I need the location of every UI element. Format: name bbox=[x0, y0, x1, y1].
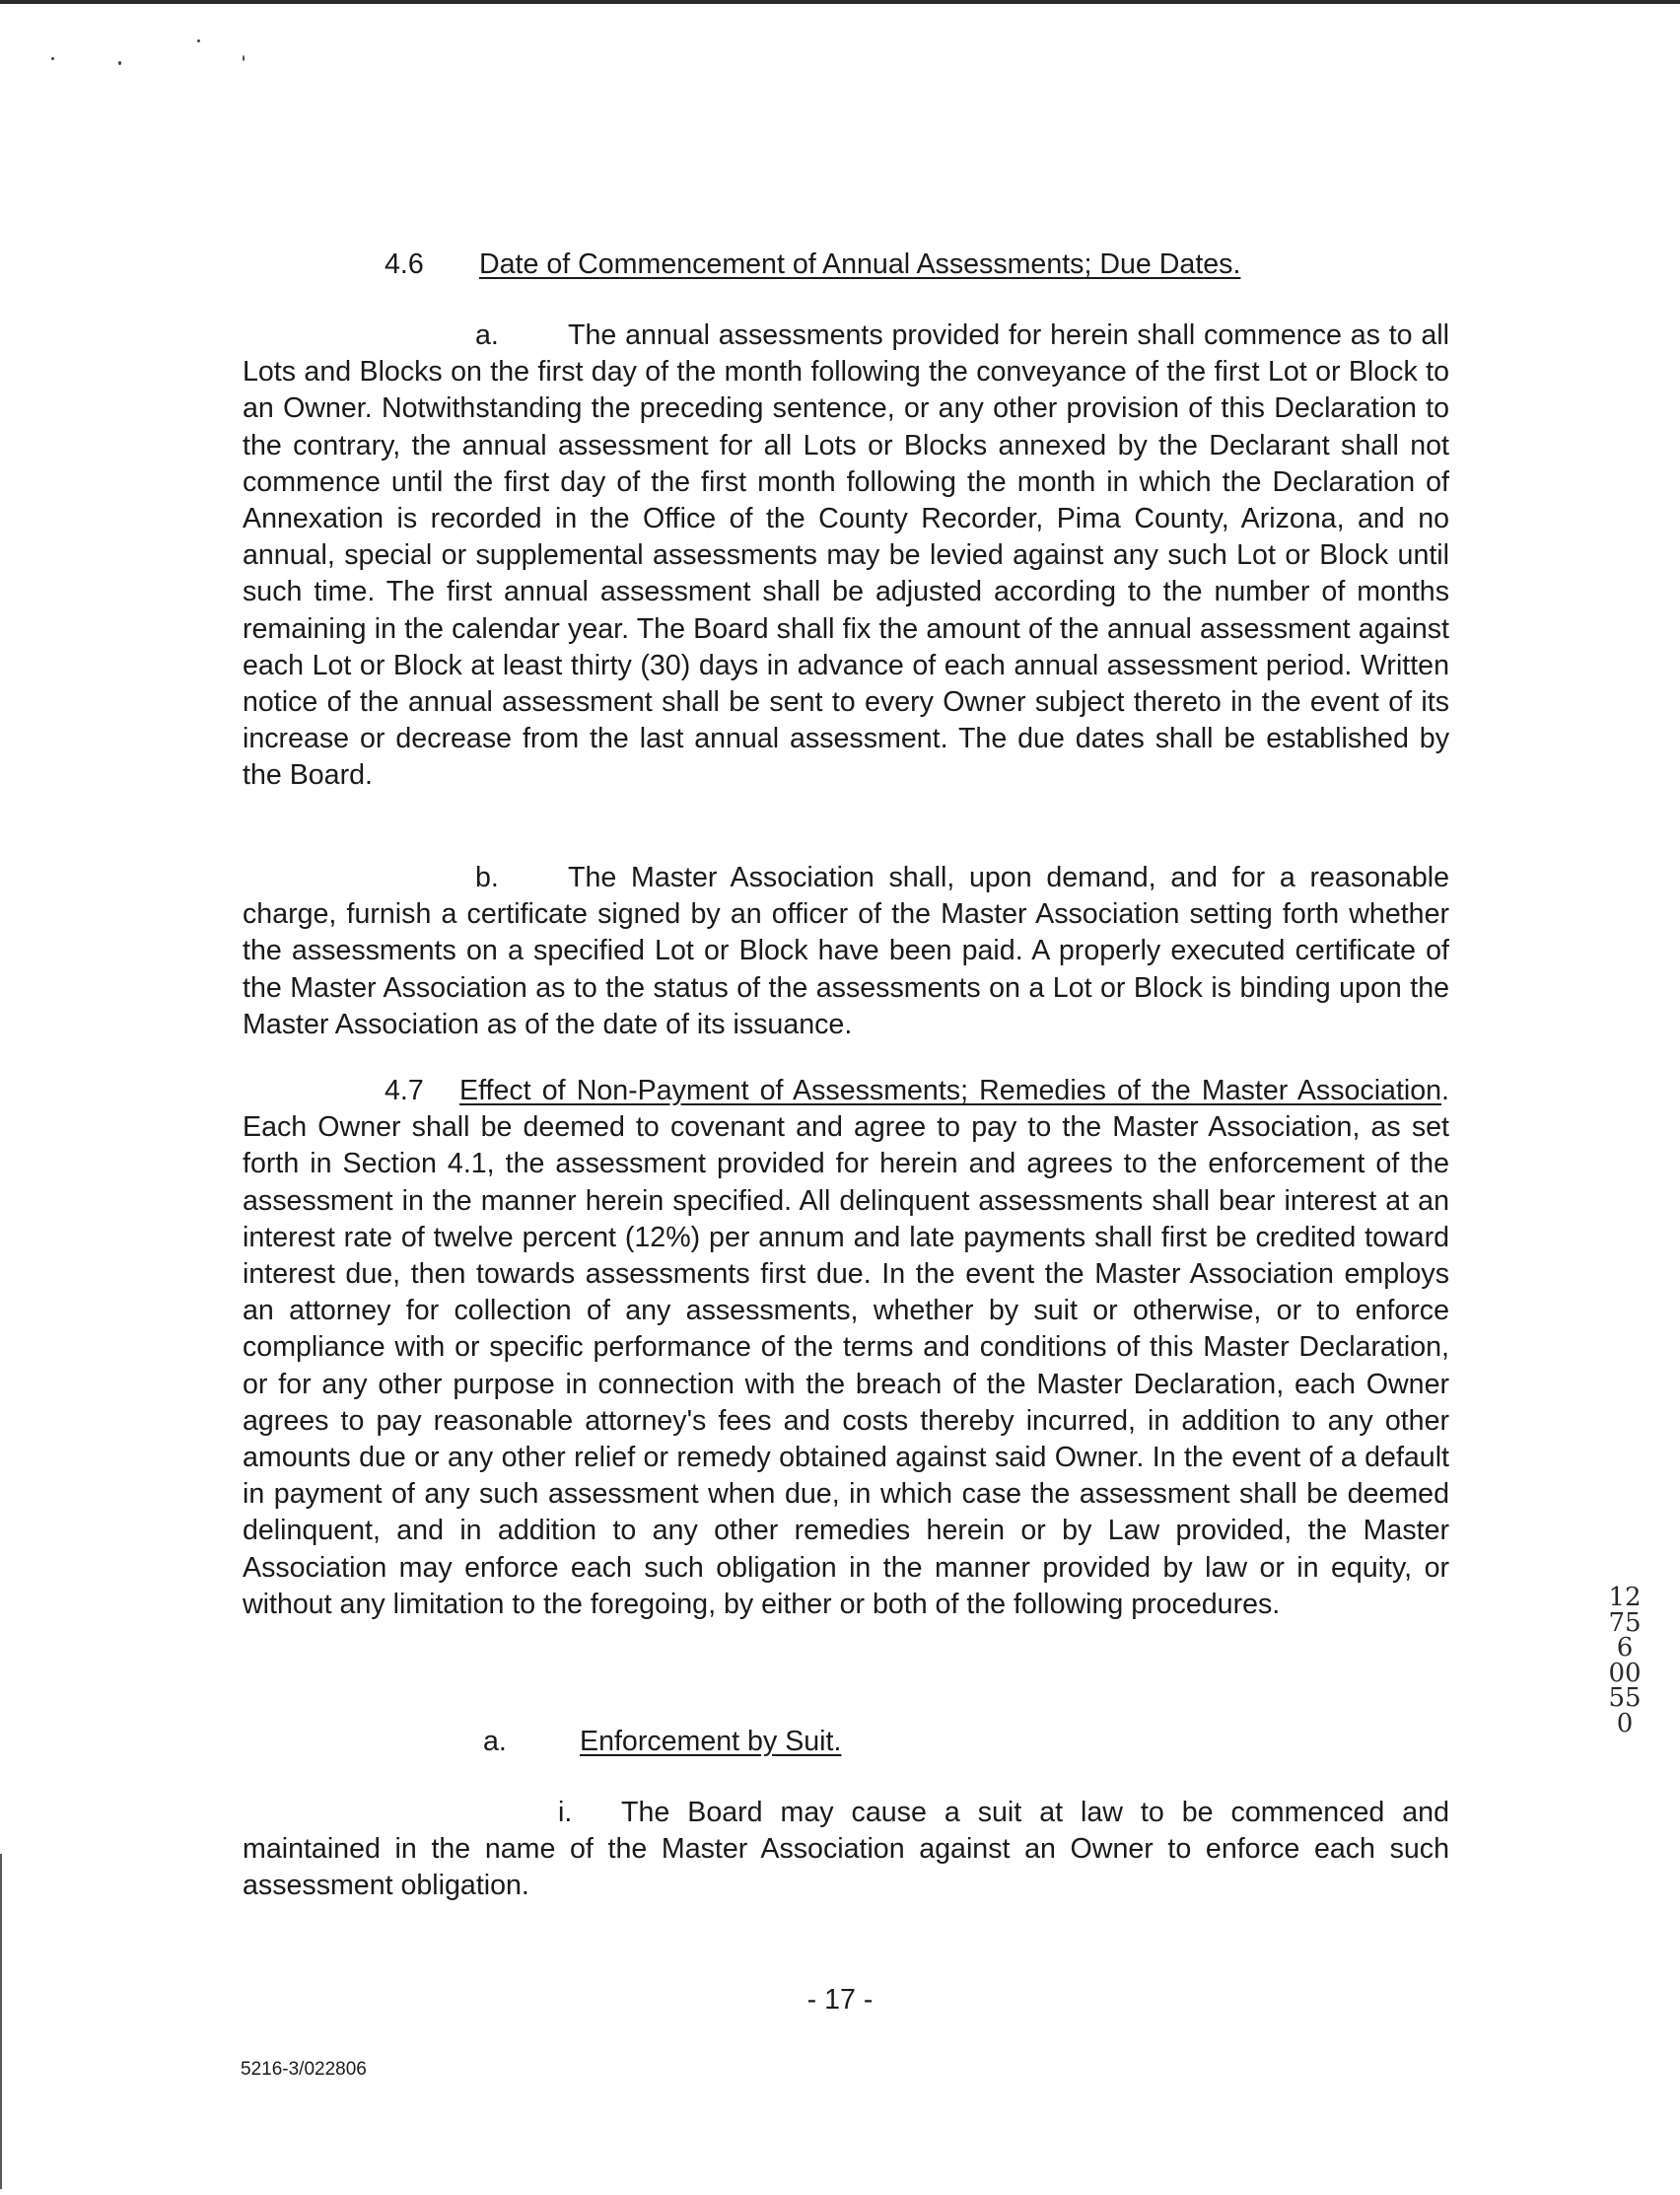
paragraph-4-6-b bbox=[243, 860, 1449, 1043]
paragraph-text: . Each Owner shall be deemed to covenant and agree to pay to the Master Association, as set forth in Section 4.1, the assessment provided for herein and agrees to the enforcement of the assessment in the manner herein specified. All delinquent assessments shall bear interest at an interest rate of twelve percent (12%) per annum and late payments shall first be credited toward interest due, then towards assessments first due. In the event the Master Association employs an attorney for collection of any assessments, whether by suit or otherwise, or to enforce compliance with or specific performance of the terms and conditions of this Master Declaration, or for any other purpose in connection with the breach of the Master Declaration, each Owner agrees to pay reasonable attorney's fees and costs thereby incurred, in addition to any other amounts due or any other relief or remedy obtained against said Owner. In the event of a default in payment of any such assessment when due, in which case the assessment shall be deemed delinquent, and in addition to any other remedies herein or by Law provided, the Master Association may enforce each such obligation in the manner provided by law or in equity, or without any limitation to the foregoing, by either or both of the following procedures. bbox=[243, 1075, 1449, 1620]
section-title: Date of Commencement of Annual Assessments; Due Dates. bbox=[479, 248, 1241, 280]
scan-speck bbox=[243, 55, 245, 61]
paragraph-text: The annual assessments provided for herein shall commence as to all Lots and Blocks on the first day of the month following the conveyance of the first Lot or Block to an Owner. Notwithstanding the preceding sentence, or any other provision of this Declaration to the contrary, the annual assessment for all Lots or Blocks annexed by the Declarant shall not commence until the first day of the first month following the month in which the Declaration of Annexation is recorded in the Office of the County Recorder, Pima County, Arizona, and no annual, special or supplemental assessments may be levied against any such Lot or Block until such time. The first annual assessment shall be adjusted according to the number of months remaining in the calendar year. The Board shall fix the amount of the annual assessment against each Lot or Block at least thirty (30) days in advance of each annual assessment period. Written notice of the annual assessment shall be sent to every Owner subject thereto in the event of its increase or decrease from the last annual assessment. The due dates shall be established by the Board. bbox=[243, 319, 1449, 792]
scan-speck bbox=[51, 57, 54, 60]
section-title: Effect of Non-Payment of Assessments; Remedies of the Master Association bbox=[459, 1075, 1442, 1106]
scan-speck bbox=[118, 61, 121, 65]
paragraph-text: The Master Association shall, upon demand, and for a reasonable charge, furnish a certificate signed by an officer of the Master Association setting forth whether the assessments on a specified Lot or Block have been paid. A properly executed certificate of the Master Association as to the status of the assessments on a Lot or Block is binding upon the Master Association as of the date of its issuance. bbox=[243, 862, 1449, 1040]
scan-left-edge-mark bbox=[0, 1854, 2, 2189]
page-number: - 17 - bbox=[806, 1984, 874, 2016]
subsection-label: a. bbox=[483, 1726, 507, 1757]
section-number: 4.7 bbox=[385, 1075, 424, 1106]
document-code: 5216-3/022806 bbox=[241, 2059, 367, 2080]
subsection-a-heading bbox=[483, 1724, 841, 1760]
subsection-title: Enforcement by Suit. bbox=[580, 1726, 842, 1757]
paragraph-4-7 bbox=[243, 1073, 1449, 1623]
scan-top-border bbox=[0, 0, 1680, 4]
scan-speck bbox=[197, 39, 200, 42]
paragraph-4-6-a bbox=[243, 318, 1449, 795]
paragraph-label: i. bbox=[558, 1797, 573, 1828]
paragraph-label: a. bbox=[475, 319, 499, 351]
section-4-6-heading bbox=[385, 247, 1240, 283]
recording-stamp: 12756 00550 bbox=[1608, 1583, 1642, 1738]
section-number: 4.6 bbox=[385, 248, 424, 280]
paragraph-4-7-a-i bbox=[243, 1795, 1449, 1905]
paragraph-text: The Board may cause a suit at law to be commenced and maintained in the name of the Master Association against an Owner to enforce each such assessment obligation. bbox=[243, 1797, 1449, 1902]
paragraph-label: b. bbox=[475, 862, 499, 893]
